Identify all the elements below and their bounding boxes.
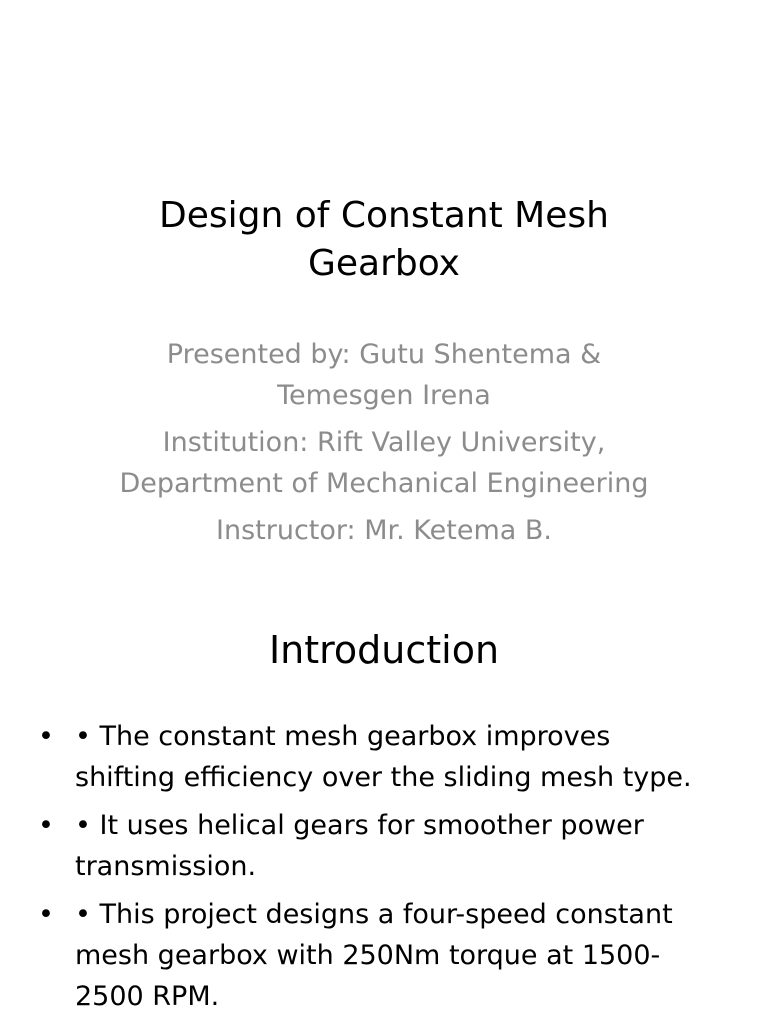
bullet-text: • The constant mesh gearbox improves shifting efficiency over the sliding mesh type. xyxy=(75,721,692,793)
bullet-icon: • xyxy=(38,721,54,752)
institution-line: Institution: Rift Valley University, Department of Mechanical Engineering xyxy=(119,427,649,499)
slide-title: Design of Constant Mesh Gearbox xyxy=(159,195,609,284)
introduction-slide xyxy=(0,576,768,1024)
presenters-line: Presented by: Gutu Shentema & Temesgen Irena xyxy=(166,339,602,411)
list-item xyxy=(38,716,718,798)
instructor-line: Instructor: Mr. Ketema B. xyxy=(216,515,552,546)
bullet-text: • This project designs a four-speed constant mesh gearbox with 250Nm torque at 1500-2500 RPM. xyxy=(75,899,673,1012)
list-item xyxy=(38,805,718,887)
list-item xyxy=(38,894,718,1017)
slide-subtitle xyxy=(96,334,672,574)
bullet-icon: • xyxy=(38,899,54,930)
bullet-icon: • xyxy=(38,810,54,841)
bullet-list xyxy=(38,716,718,1024)
bullet-text: • It uses helical gears for smoother power transmission. xyxy=(75,810,644,882)
slide-title: Introduction xyxy=(268,628,500,672)
